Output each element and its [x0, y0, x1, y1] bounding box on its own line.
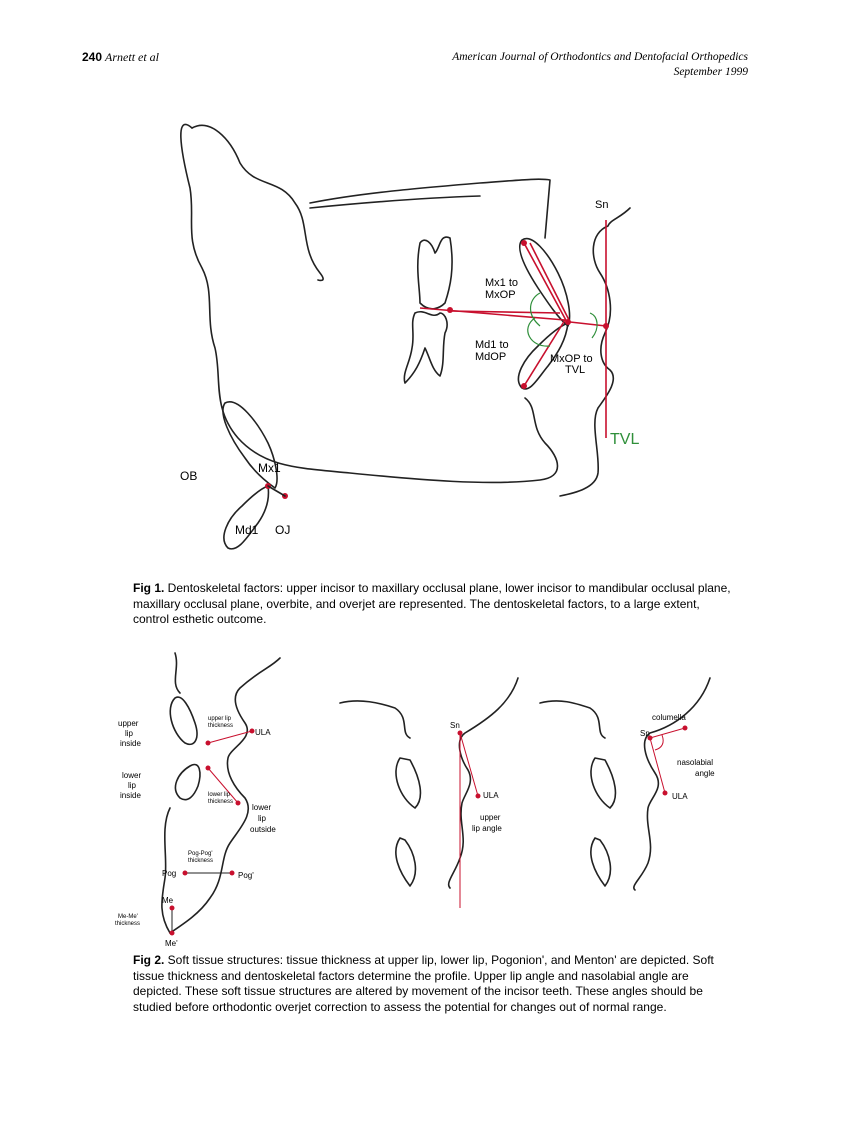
label-ll-thickness-1: lower lip — [208, 792, 231, 798]
point-tvl — [603, 323, 609, 329]
point-molar — [447, 307, 453, 313]
running-header-left — [82, 50, 159, 65]
label-sn-c: Sn — [640, 729, 650, 738]
molar-upper — [418, 237, 452, 309]
label-me-thickness-1: Me-Me' — [118, 914, 138, 920]
figure-1-caption-label: Fig 1. — [133, 581, 165, 595]
label-pog-prime: Pog' — [238, 871, 254, 880]
label-upper-lip-inside-2: lip — [125, 729, 134, 738]
author-line: Arnett et al — [105, 50, 160, 64]
point-ll-inside — [206, 766, 211, 771]
label-columella: columella — [652, 713, 686, 722]
label-sn-b: Sn — [450, 721, 460, 730]
figure-1-diagram — [120, 108, 730, 573]
point-ll-outside — [236, 801, 241, 806]
label-mxop-tvl-1: MxOP to — [550, 353, 593, 365]
label-mx1: Mx1 — [258, 461, 281, 475]
figure-2-caption-label: Fig 2. — [133, 953, 165, 967]
mandible-outline — [181, 124, 558, 482]
point-me — [170, 906, 175, 911]
label-pog: Pog — [162, 869, 177, 878]
point-ula-c — [663, 791, 668, 796]
ramus-curve — [192, 125, 323, 280]
label-lower-lip-outside-3: outside — [250, 825, 276, 834]
label-oj: OJ — [275, 523, 291, 537]
point-ula-a — [250, 729, 255, 734]
label-pog-thickness-1: Pog-Pog' — [188, 851, 213, 857]
label-nasolabial-1: nasolabial — [677, 758, 714, 767]
panel-a-teeth-lower — [175, 764, 199, 799]
point-sn-b — [458, 731, 463, 736]
point-me-prime — [170, 931, 175, 936]
label-lower-lip-inside-3: inside — [120, 791, 141, 800]
angle-arc-2 — [528, 318, 550, 346]
figure-1-caption-text: Dentoskeletal factors: upper incisor to maxillary occlusal plane, lower incisor to mandibular occlusal plane, maxillary occlusal plane, overbite, and overjet are represented. The dentoskeletal factors, to a large extent, control esthetic outcome. — [133, 581, 731, 626]
panel-a-teeth-upper — [170, 697, 197, 744]
panel-a-top — [175, 653, 180, 693]
point-pog-prime — [230, 871, 235, 876]
panel-c-angle-arc — [655, 735, 663, 750]
mdop-line — [450, 311, 560, 313]
label-me-thickness-2: thickness — [115, 921, 141, 927]
molar-lower — [404, 312, 447, 383]
panel-c-sn-columella — [650, 728, 685, 738]
label-lower-lip-outside-2: lip — [258, 814, 267, 823]
point-mx1-tip — [521, 240, 527, 246]
label-ula-b: ULA — [483, 791, 499, 800]
label-upper-lip-angle-2: lip angle — [472, 824, 502, 833]
panel-c-forehead — [540, 701, 605, 738]
figure-2-caption-text: Soft tissue structures: tissue thickness at upper lip, lower lip, Pogonion', and Menton' are depicted. Soft tissue thickness and dentoskeletal factors determine the profile. Upper lip angle and nasolabial angle are depicted. These soft tissue structures are altered by movement of the incisor teeth. These angles should be studied before orthodontic overjet correction to assess the potential for changes out of normal range. — [133, 953, 714, 1014]
detail-oj-line — [268, 486, 285, 496]
label-upper-lip-angle-1: upper — [480, 813, 501, 822]
label-ula-c: ULA — [672, 792, 688, 801]
label-mx1-mxop-2: MxOP — [485, 289, 516, 301]
label-mxop-tvl-2: TVL — [565, 364, 586, 376]
label-md1-mdop-2: MdOP — [475, 351, 507, 363]
label-me: Me — [162, 896, 174, 905]
label-ll-thickness-2: thickness — [208, 799, 234, 805]
point-incisor-contact — [565, 319, 571, 325]
label-tvl: TVL — [610, 431, 640, 448]
maxilla-outline — [310, 179, 550, 238]
figure-2-diagram — [110, 648, 740, 953]
label-upper-lip-inside-1: upper — [118, 719, 139, 728]
journal-title: American Journal of Orthodontics and Dentofacial Orthopedics — [452, 51, 748, 63]
point-columella — [683, 726, 688, 731]
label-mx1-mxop-1: Mx1 to — [485, 277, 519, 289]
panel-c-teeth — [591, 758, 616, 886]
figure-2-caption — [133, 953, 731, 1015]
running-header-right — [452, 50, 748, 80]
label-nasolabial-2: angle — [695, 769, 715, 778]
label-lower-lip-outside-1: lower — [252, 803, 272, 812]
issue-date: September 1999 — [673, 66, 748, 78]
mxop-to-tvl — [570, 322, 606, 326]
panel-b-teeth — [396, 758, 421, 886]
label-upper-lip-inside-3: inside — [120, 739, 141, 748]
mx1-axis-2 — [530, 243, 570, 322]
detail-upper-incisor — [223, 402, 277, 488]
point-ul-inside — [206, 741, 211, 746]
panel-b-profile — [449, 678, 518, 888]
label-pog-thickness-2: thickness — [188, 858, 214, 864]
point-pog — [183, 871, 188, 876]
label-me-prime: Me' — [165, 939, 178, 948]
label-lower-lip-inside-1: lower — [122, 771, 142, 780]
point-ula-b — [476, 794, 481, 799]
page-number: 240 — [82, 50, 103, 64]
panel-c-sn-ula — [650, 738, 665, 793]
label-ob: OB — [180, 469, 198, 483]
label-ul-thickness-1: upper lip — [208, 716, 232, 722]
label-ula-a: ULA — [255, 728, 271, 737]
point-md1-tip — [521, 383, 527, 389]
panel-c-profile — [634, 678, 710, 890]
label-md1-mdop-1: Md1 to — [475, 339, 509, 351]
label-sn: Sn — [595, 199, 609, 211]
panel-b-forehead — [340, 701, 410, 738]
label-ul-thickness-2: thickness — [208, 723, 234, 729]
figure-1-caption — [133, 581, 731, 628]
soft-tissue-profile — [560, 208, 630, 496]
detail-lower-incisor — [224, 486, 268, 549]
label-md1: Md1 — [235, 523, 259, 537]
label-lower-lip-inside-2: lip — [128, 781, 137, 790]
